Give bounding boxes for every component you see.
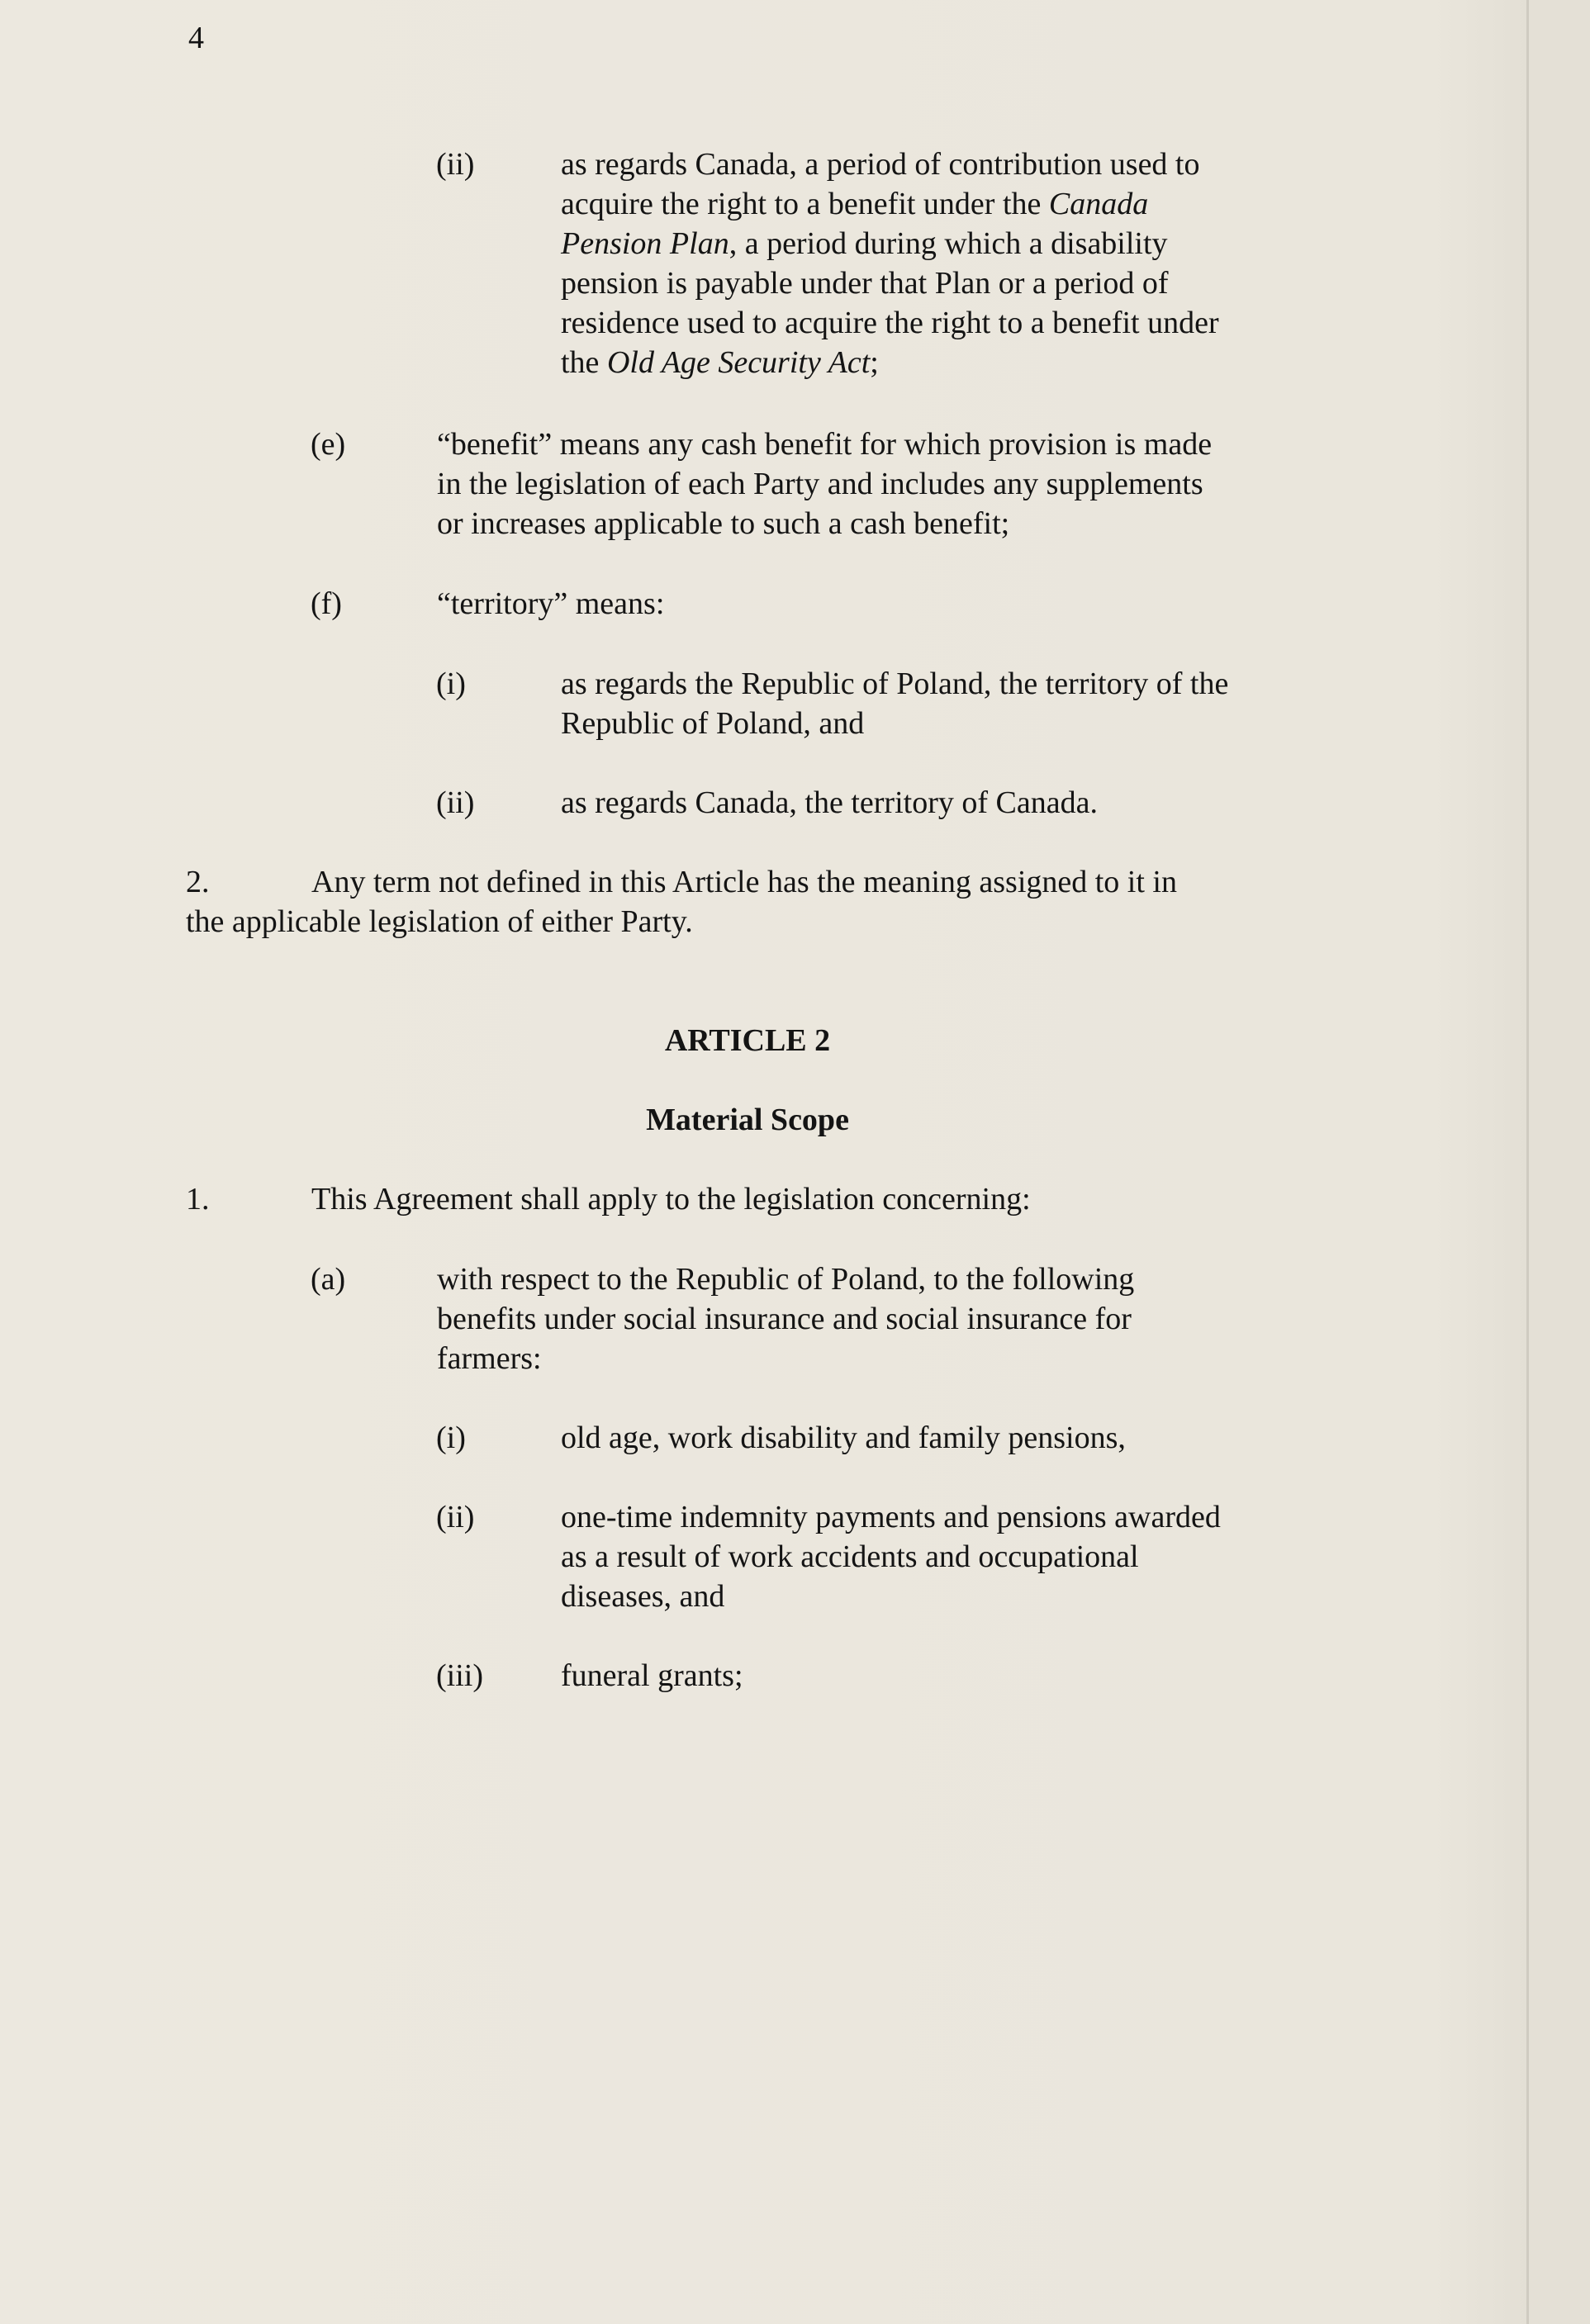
clause-f-ii-line-1: as regards Canada, the territory of Canada. <box>561 785 1098 820</box>
clause-e-line-3: or increases applicable to such a cash benefit; <box>437 506 1010 541</box>
adjacent-page-edge <box>1529 0 1590 2324</box>
clause-d-ii-label: (ii) <box>436 147 475 182</box>
clause-d-ii-line-6: the Old Age Security Act; <box>561 345 879 380</box>
clause-f-i-line-1: as regards the Republic of Poland, the territory of the <box>561 666 1229 701</box>
paragraph-2-line-2: the applicable legislation of either Party. <box>186 904 693 939</box>
page-number: 4 <box>188 21 204 55</box>
paragraph-2-label: 2. <box>186 865 210 899</box>
clause-e-label: (e) <box>311 427 346 462</box>
canada-pension-plan-title-cont: Pension Plan <box>561 226 729 261</box>
clause-a-line-1: with respect to the Republic of Poland, to the following <box>437 1262 1135 1297</box>
clause-f-text: “territory” means: <box>437 586 665 621</box>
clause-f-ii-label: (ii) <box>436 785 475 820</box>
clause-d-ii-line-2: acquire the right to a benefit under the Canada <box>561 187 1149 221</box>
clause-a-label: (a) <box>311 1262 346 1297</box>
clause-a-ii-line-2: as a result of work accidents and occupational <box>561 1539 1139 1574</box>
clause-a-iii-line-1: funeral grants; <box>561 1658 743 1693</box>
clause-d-ii-line-3: Pension Plan, a period during which a disability <box>561 226 1168 261</box>
clause-a-line-2: benefits under social insurance and social insurance for <box>437 1302 1132 1336</box>
clause-f-label: (f) <box>311 586 342 621</box>
clause-a-i-label: (i) <box>436 1420 466 1455</box>
clause-a-ii-line-1: one-time indemnity payments and pensions awarded <box>561 1500 1221 1534</box>
clause-a-i-line-1: old age, work disability and family pensions, <box>561 1420 1126 1455</box>
paragraph-1-label: 1. <box>186 1182 210 1217</box>
article-title: ARTICLE 2 <box>664 1023 831 1058</box>
paragraph-2-line-1: Any term not defined in this Article has the meaning assigned to it in <box>311 865 1177 899</box>
clause-e-line-2: in the legislation of each Party and includes any supplements <box>437 467 1203 501</box>
canada-pension-plan-title: Canada <box>1048 187 1149 221</box>
clause-a-iii-label: (iii) <box>436 1658 483 1693</box>
clause-d-ii-line-5: residence used to acquire the right to a benefit under <box>561 306 1219 340</box>
clause-f-i-line-2: Republic of Poland, and <box>561 706 865 741</box>
article-subtitle: Material Scope <box>646 1103 849 1137</box>
clause-f-i-label: (i) <box>436 666 466 701</box>
old-age-security-act-title: Old Age Security Act <box>606 345 871 380</box>
clause-e-line-1: “benefit” means any cash benefit for which provision is made <box>437 427 1213 462</box>
clause-a-ii-label: (ii) <box>436 1500 475 1534</box>
clause-a-line-3: farmers: <box>437 1341 542 1376</box>
paragraph-1-text: This Agreement shall apply to the legislation concerning: <box>311 1182 1031 1217</box>
clause-d-ii-line-4: pension is payable under that Plan or a period of <box>561 266 1169 301</box>
clause-a-ii-line-3: diseases, and <box>561 1579 725 1614</box>
clause-d-ii-line-1: as regards Canada, a period of contribution used to <box>561 147 1200 182</box>
